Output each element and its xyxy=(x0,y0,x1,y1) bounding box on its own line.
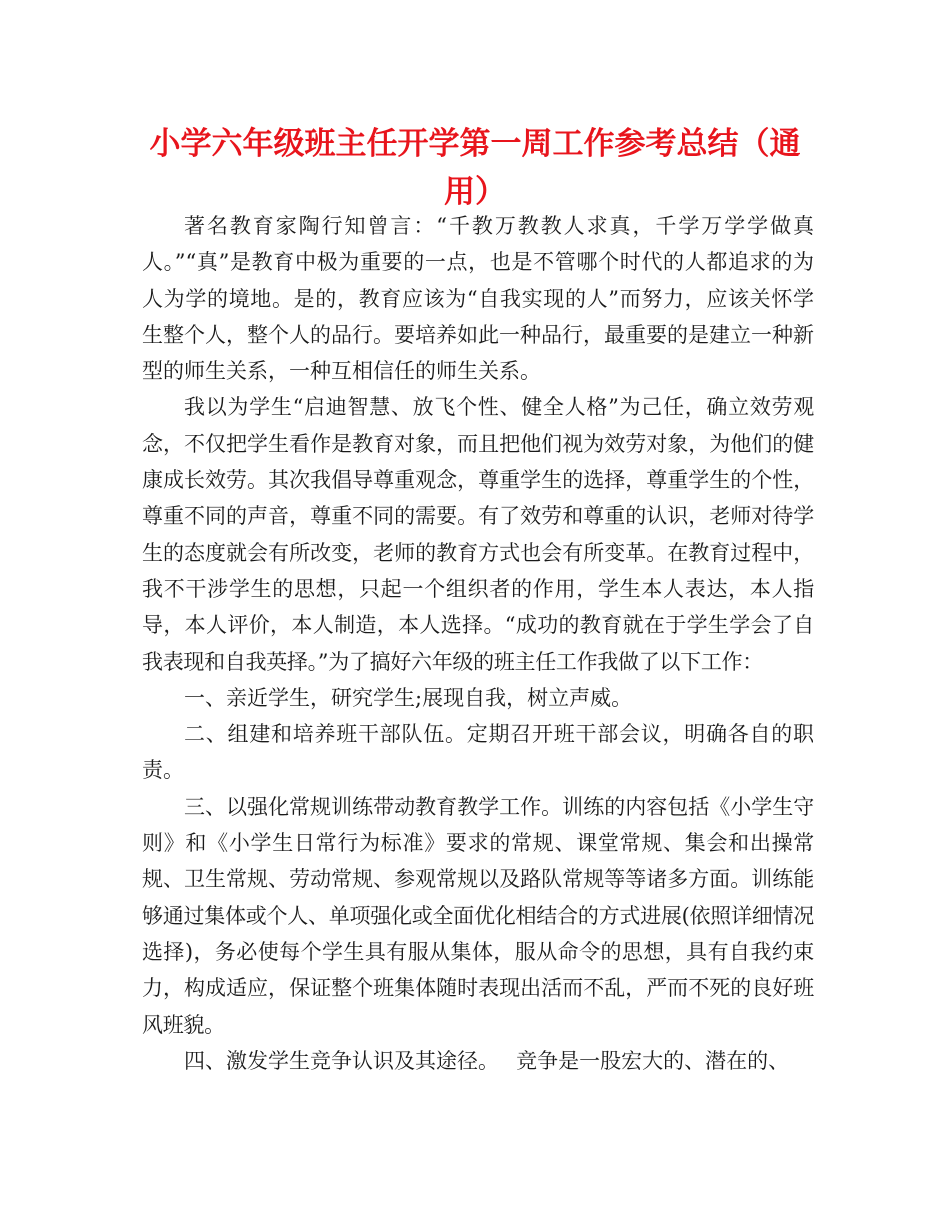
paragraph-item-3: 三、以强化常规训练带动教育教学工作。训练的内容包括《小学生守则》和《小学生日常行为标准》要求的常规、课堂常规、集会和出操常规、卫生常规、劳动常规、参观常规以及路队常规等等诸多方面。训练能够通过集体或个人、单项强化或全面优化相结合的方式进展(依照详细情况选择)，务必使每个学生具有服从集体，服从命令的思想，具有自我约束力，构成适应，保证整个班集体随时表现出活而不乱，严而不死的良好班风班貌。 xyxy=(142,794,814,1037)
paragraph-item-1: 一、亲近学生，研究学生;展现自我，树立声威。 xyxy=(184,685,633,710)
paragraph-philosophy: 我以为学生“启迪智慧、放飞个性、健全人格”为己任，确立效劳观念，不仅把学生看作是教育对象，而且把他们视为效劳对象，为他们的健康成长效劳。其次我倡导尊重观念，尊重学生的选择，尊重学生的个性，尊重不同的声音，尊重不同的需要。有了效劳和尊重的认识，老师对待学生的态度就会有所改变，老师的教育方式也会有所变革。在教育过程中，我不干涉学生的思想，只起一个组织者的作用，学生本人表达，本人指导，本人评价，本人制造，本人选择。“成功的教育就在于学生学会了自我表现和自我英择。”为了搞好六年级的班主任工作我做了以下工作： xyxy=(142,395,814,674)
document-body xyxy=(142,208,814,1079)
document-title: 小学六年级班主任开学第一周工作参考总结（通用） xyxy=(149,126,801,210)
paragraph-intro: 著名教育家陶行知曾言：“千教万教教人求真，千学万学学做真人。”“真”是教育中极为重要的一点，也是不管哪个时代的人都追求的为人为学的境地。是的，教育应该为“自我实现的人”而努力，应该关怀学生整个人，整个人的品行。要培养如此一种品行，最重要的是建立一种新型的师生关系，一种互相信任的师生关系。 xyxy=(142,214,814,384)
paragraph-item-4: 四、激发学生竞争认识及其途径。 竞争是一股宏大的、潜在的、 xyxy=(184,1048,790,1073)
paragraph-item-2: 二、组建和培养班干部队伍。定期召开班干部会议，明确各自的职责。 xyxy=(142,722,814,783)
